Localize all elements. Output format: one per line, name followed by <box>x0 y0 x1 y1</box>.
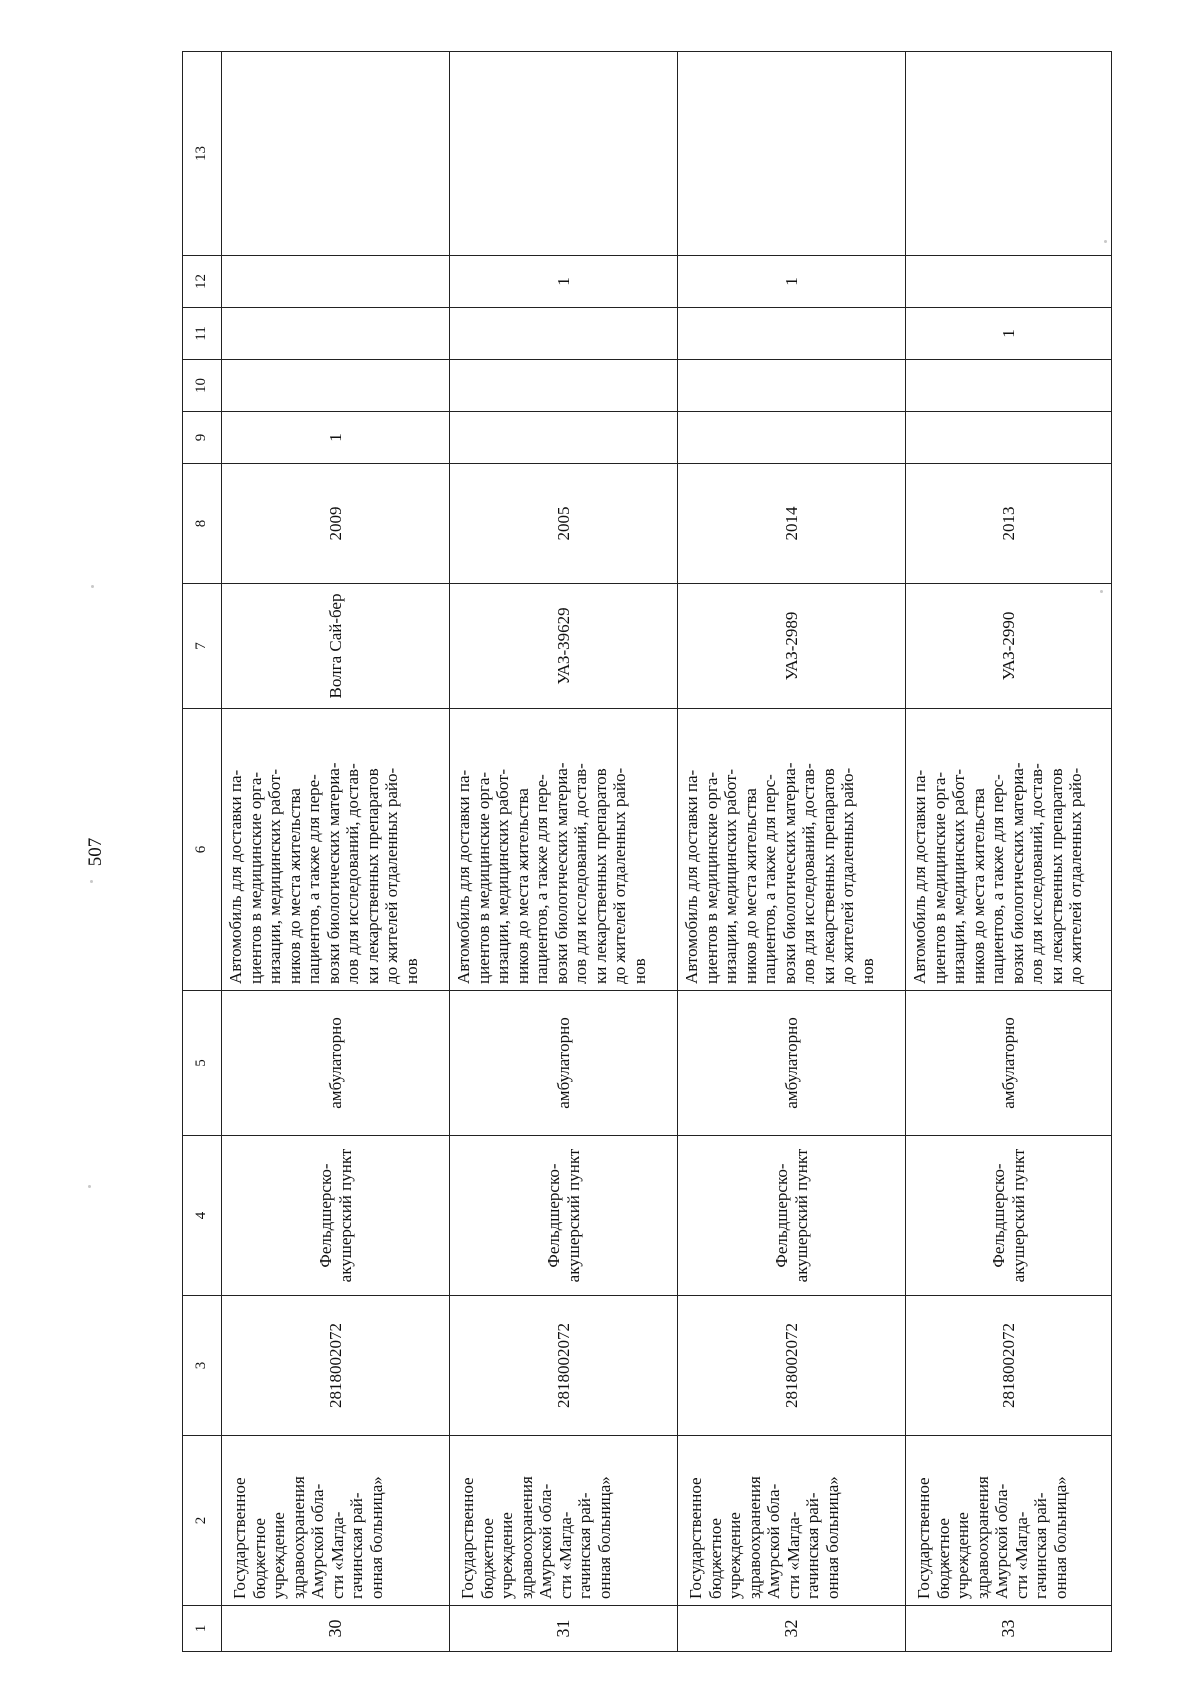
organization-line: учреждение <box>953 1512 973 1599</box>
organization-line: Амурской обла- <box>536 1483 556 1599</box>
purpose-line: ки лекарственных препаратов <box>1046 768 1066 984</box>
purpose-line: до жителей отдаленных райо- <box>382 767 402 984</box>
scan-speck <box>88 1185 91 1188</box>
inn-value: 2818002072 <box>450 1296 678 1436</box>
purpose-line: ки лекарственных препаратов <box>590 768 610 984</box>
organization-line: сти «Магда- <box>1011 1511 1031 1599</box>
column-12-value <box>222 256 450 308</box>
purpose-line: ников до места жительства <box>968 788 988 984</box>
column-12-value: 1 <box>450 256 678 308</box>
purpose-line: до жителей отдаленных райо- <box>610 767 630 984</box>
column-13-value <box>678 52 906 256</box>
page-number: 507 <box>85 837 106 867</box>
column-9-value: 1 <box>222 412 450 464</box>
column-10-value <box>678 360 906 412</box>
column-9-value <box>450 412 678 464</box>
purpose-line: ников до места жительства <box>512 788 532 984</box>
scan-speck <box>91 585 94 588</box>
table-row <box>450 52 678 1652</box>
column-header-12: 12 <box>183 256 222 308</box>
table-row <box>678 52 906 1652</box>
column-header-13: 13 <box>183 52 222 256</box>
purpose-line: до жителей отдаленных райо- <box>838 767 858 984</box>
care-mode: амбулаторно <box>222 991 450 1136</box>
organization-line: сти «Магда- <box>555 1511 575 1599</box>
purpose-line: возки биологических материа- <box>323 762 343 984</box>
column-11-value: 1 <box>906 308 1112 360</box>
vehicle-year: 2013 <box>906 464 1112 584</box>
vehicle-table <box>182 51 1112 1652</box>
organization-line: Амурской обла- <box>764 1483 784 1599</box>
organization-line: гачинская рай- <box>575 1492 595 1599</box>
purpose-line: нов <box>629 958 649 984</box>
column-header-9: 9 <box>183 412 222 464</box>
organization-line: учреждение <box>269 1512 289 1599</box>
column-10-value <box>450 360 678 412</box>
organization-line: здравоохранения <box>288 1476 308 1599</box>
purpose-line: циентов в медицинские орга- <box>701 771 721 984</box>
unit-type: Фельдшерско-акушерский пункт <box>222 1136 450 1296</box>
rotated-table <box>182 52 1112 1652</box>
vehicle-model: Волга Сай-бер <box>222 584 450 709</box>
table-row <box>222 52 450 1652</box>
vehicle-year: 2009 <box>222 464 450 584</box>
inn-value: 2818002072 <box>906 1296 1112 1436</box>
organization-line: здравоохранения <box>972 1476 992 1599</box>
purpose-line: Автомобиль для доставки па- <box>682 769 701 984</box>
organization-name <box>222 1436 450 1606</box>
scan-speck <box>90 880 93 883</box>
purpose-line: низации, медицинских работ- <box>949 768 969 984</box>
row-number: 31 <box>450 1606 678 1652</box>
purpose-line: циентов в медицинские орга- <box>929 771 949 984</box>
care-mode: амбулаторно <box>906 991 1112 1136</box>
purpose-line: пациентов, а также для перс- <box>988 774 1008 984</box>
column-13-value <box>450 52 678 256</box>
purpose-line: ки лекарственных препаратов <box>818 768 838 984</box>
column-header-7: 7 <box>183 584 222 709</box>
purpose-line: циентов в медицинские орга- <box>245 771 265 984</box>
purpose-line: низации, медицинских работ- <box>265 768 285 984</box>
organization-line: учреждение <box>497 1512 517 1599</box>
header-row <box>183 52 222 1652</box>
column-header-3: 3 <box>183 1296 222 1436</box>
purpose-line: возки биологических материа- <box>779 762 799 984</box>
table-container <box>182 52 1112 1652</box>
purpose-line: Автомобиль для доставки па- <box>910 769 929 984</box>
organization-line: гачинская рай- <box>1031 1492 1051 1599</box>
column-13-value <box>222 52 450 256</box>
vehicle-purpose <box>222 709 450 991</box>
vehicle-purpose <box>678 709 906 991</box>
organization-line: бюджетное <box>477 1518 497 1599</box>
purpose-line: ников до места жительства <box>740 788 760 984</box>
organization-line: Амурской обла- <box>992 1483 1012 1599</box>
column-header-5: 5 <box>183 991 222 1136</box>
organization-line: гачинская рай- <box>347 1492 367 1599</box>
column-12-value <box>906 256 1112 308</box>
purpose-line: до жителей отдаленных райо- <box>1066 767 1086 984</box>
purpose-line: лов для исследований, достав- <box>571 763 591 984</box>
column-header-4: 4 <box>183 1136 222 1296</box>
column-header-11: 11 <box>183 308 222 360</box>
care-mode: амбулаторно <box>678 991 906 1136</box>
purpose-line: пациентов, а также для перс- <box>760 774 780 984</box>
purpose-line: пациентов, а также для пере- <box>304 774 324 984</box>
vehicle-model: УАЗ-2990 <box>906 584 1112 709</box>
row-number: 30 <box>222 1606 450 1652</box>
organization-line: Государственное <box>686 1477 705 1599</box>
organization-line: Государственное <box>914 1477 933 1599</box>
organization-line: здравоохранения <box>744 1476 764 1599</box>
column-10-value <box>222 360 450 412</box>
purpose-line: ки лекарственных препаратов <box>362 768 382 984</box>
vehicle-model: УАЗ-2989 <box>678 584 906 709</box>
purpose-line: лов для исследований, достав- <box>1027 763 1047 984</box>
column-header-1: 1 <box>183 1606 222 1652</box>
organization-line: бюджетное <box>705 1518 725 1599</box>
organization-line: гачинская рай- <box>803 1492 823 1599</box>
column-header-2: 2 <box>183 1436 222 1606</box>
purpose-line: нов <box>857 958 877 984</box>
organization-line: сти «Магда- <box>783 1511 803 1599</box>
purpose-line: циентов в медицинские орга- <box>473 771 493 984</box>
column-10-value <box>906 360 1112 412</box>
vehicle-purpose <box>906 709 1112 991</box>
organization-line: Государственное <box>458 1477 477 1599</box>
organization-line: сти «Магда- <box>327 1511 347 1599</box>
purpose-line: низации, медицинских работ- <box>721 768 741 984</box>
vehicle-model: УАЗ-39629 <box>450 584 678 709</box>
inn-value: 2818002072 <box>222 1296 450 1436</box>
purpose-line: возки биологических материа- <box>1007 762 1027 984</box>
purpose-line: нов <box>401 958 421 984</box>
column-header-8: 8 <box>183 464 222 584</box>
purpose-line: возки биологических материа- <box>551 762 571 984</box>
purpose-line: ников до места жительства <box>284 788 304 984</box>
organization-line: онная больница» <box>594 1476 614 1599</box>
organization-line: бюджетное <box>933 1518 953 1599</box>
column-header-10: 10 <box>183 360 222 412</box>
column-11-value <box>450 308 678 360</box>
organization-name <box>450 1436 678 1606</box>
inn-value: 2818002072 <box>678 1296 906 1436</box>
unit-type: Фельдшерско-акушерский пункт <box>906 1136 1112 1296</box>
purpose-line: пациентов, а также для пере- <box>532 774 552 984</box>
organization-line: Амурской обла- <box>308 1483 328 1599</box>
organization-line: здравоохранения <box>516 1476 536 1599</box>
column-9-value <box>906 412 1112 464</box>
purpose-line: лов для исследований, достав- <box>343 763 363 984</box>
organization-line: Государственное <box>230 1477 249 1599</box>
column-12-value: 1 <box>678 256 906 308</box>
column-11-value <box>222 308 450 360</box>
table-row <box>906 52 1112 1652</box>
purpose-line: Автомобиль для доставки па- <box>226 769 245 984</box>
vehicle-year: 2014 <box>678 464 906 584</box>
organization-line: бюджетное <box>249 1518 269 1599</box>
unit-type: Фельдшерско-акушерский пункт <box>678 1136 906 1296</box>
care-mode: амбулаторно <box>450 991 678 1136</box>
organization-line: онная больница» <box>1050 1476 1070 1599</box>
organization-line: онная больница» <box>366 1476 386 1599</box>
purpose-line: лов для исследований, достав- <box>799 763 819 984</box>
column-header-6: 6 <box>183 709 222 991</box>
vehicle-year: 2005 <box>450 464 678 584</box>
purpose-line: низации, медицинских работ- <box>493 768 513 984</box>
vehicle-purpose <box>450 709 678 991</box>
column-11-value <box>678 308 906 360</box>
column-9-value <box>678 412 906 464</box>
unit-type: Фельдшерско-акушерский пункт <box>450 1136 678 1296</box>
organization-name <box>678 1436 906 1606</box>
row-number: 33 <box>906 1606 1112 1652</box>
column-13-value <box>906 52 1112 256</box>
row-number: 32 <box>678 1606 906 1652</box>
purpose-line: Автомобиль для доставки па- <box>454 769 473 984</box>
organization-name <box>906 1436 1112 1606</box>
organization-line: учреждение <box>725 1512 745 1599</box>
organization-line: онная больница» <box>822 1476 842 1599</box>
